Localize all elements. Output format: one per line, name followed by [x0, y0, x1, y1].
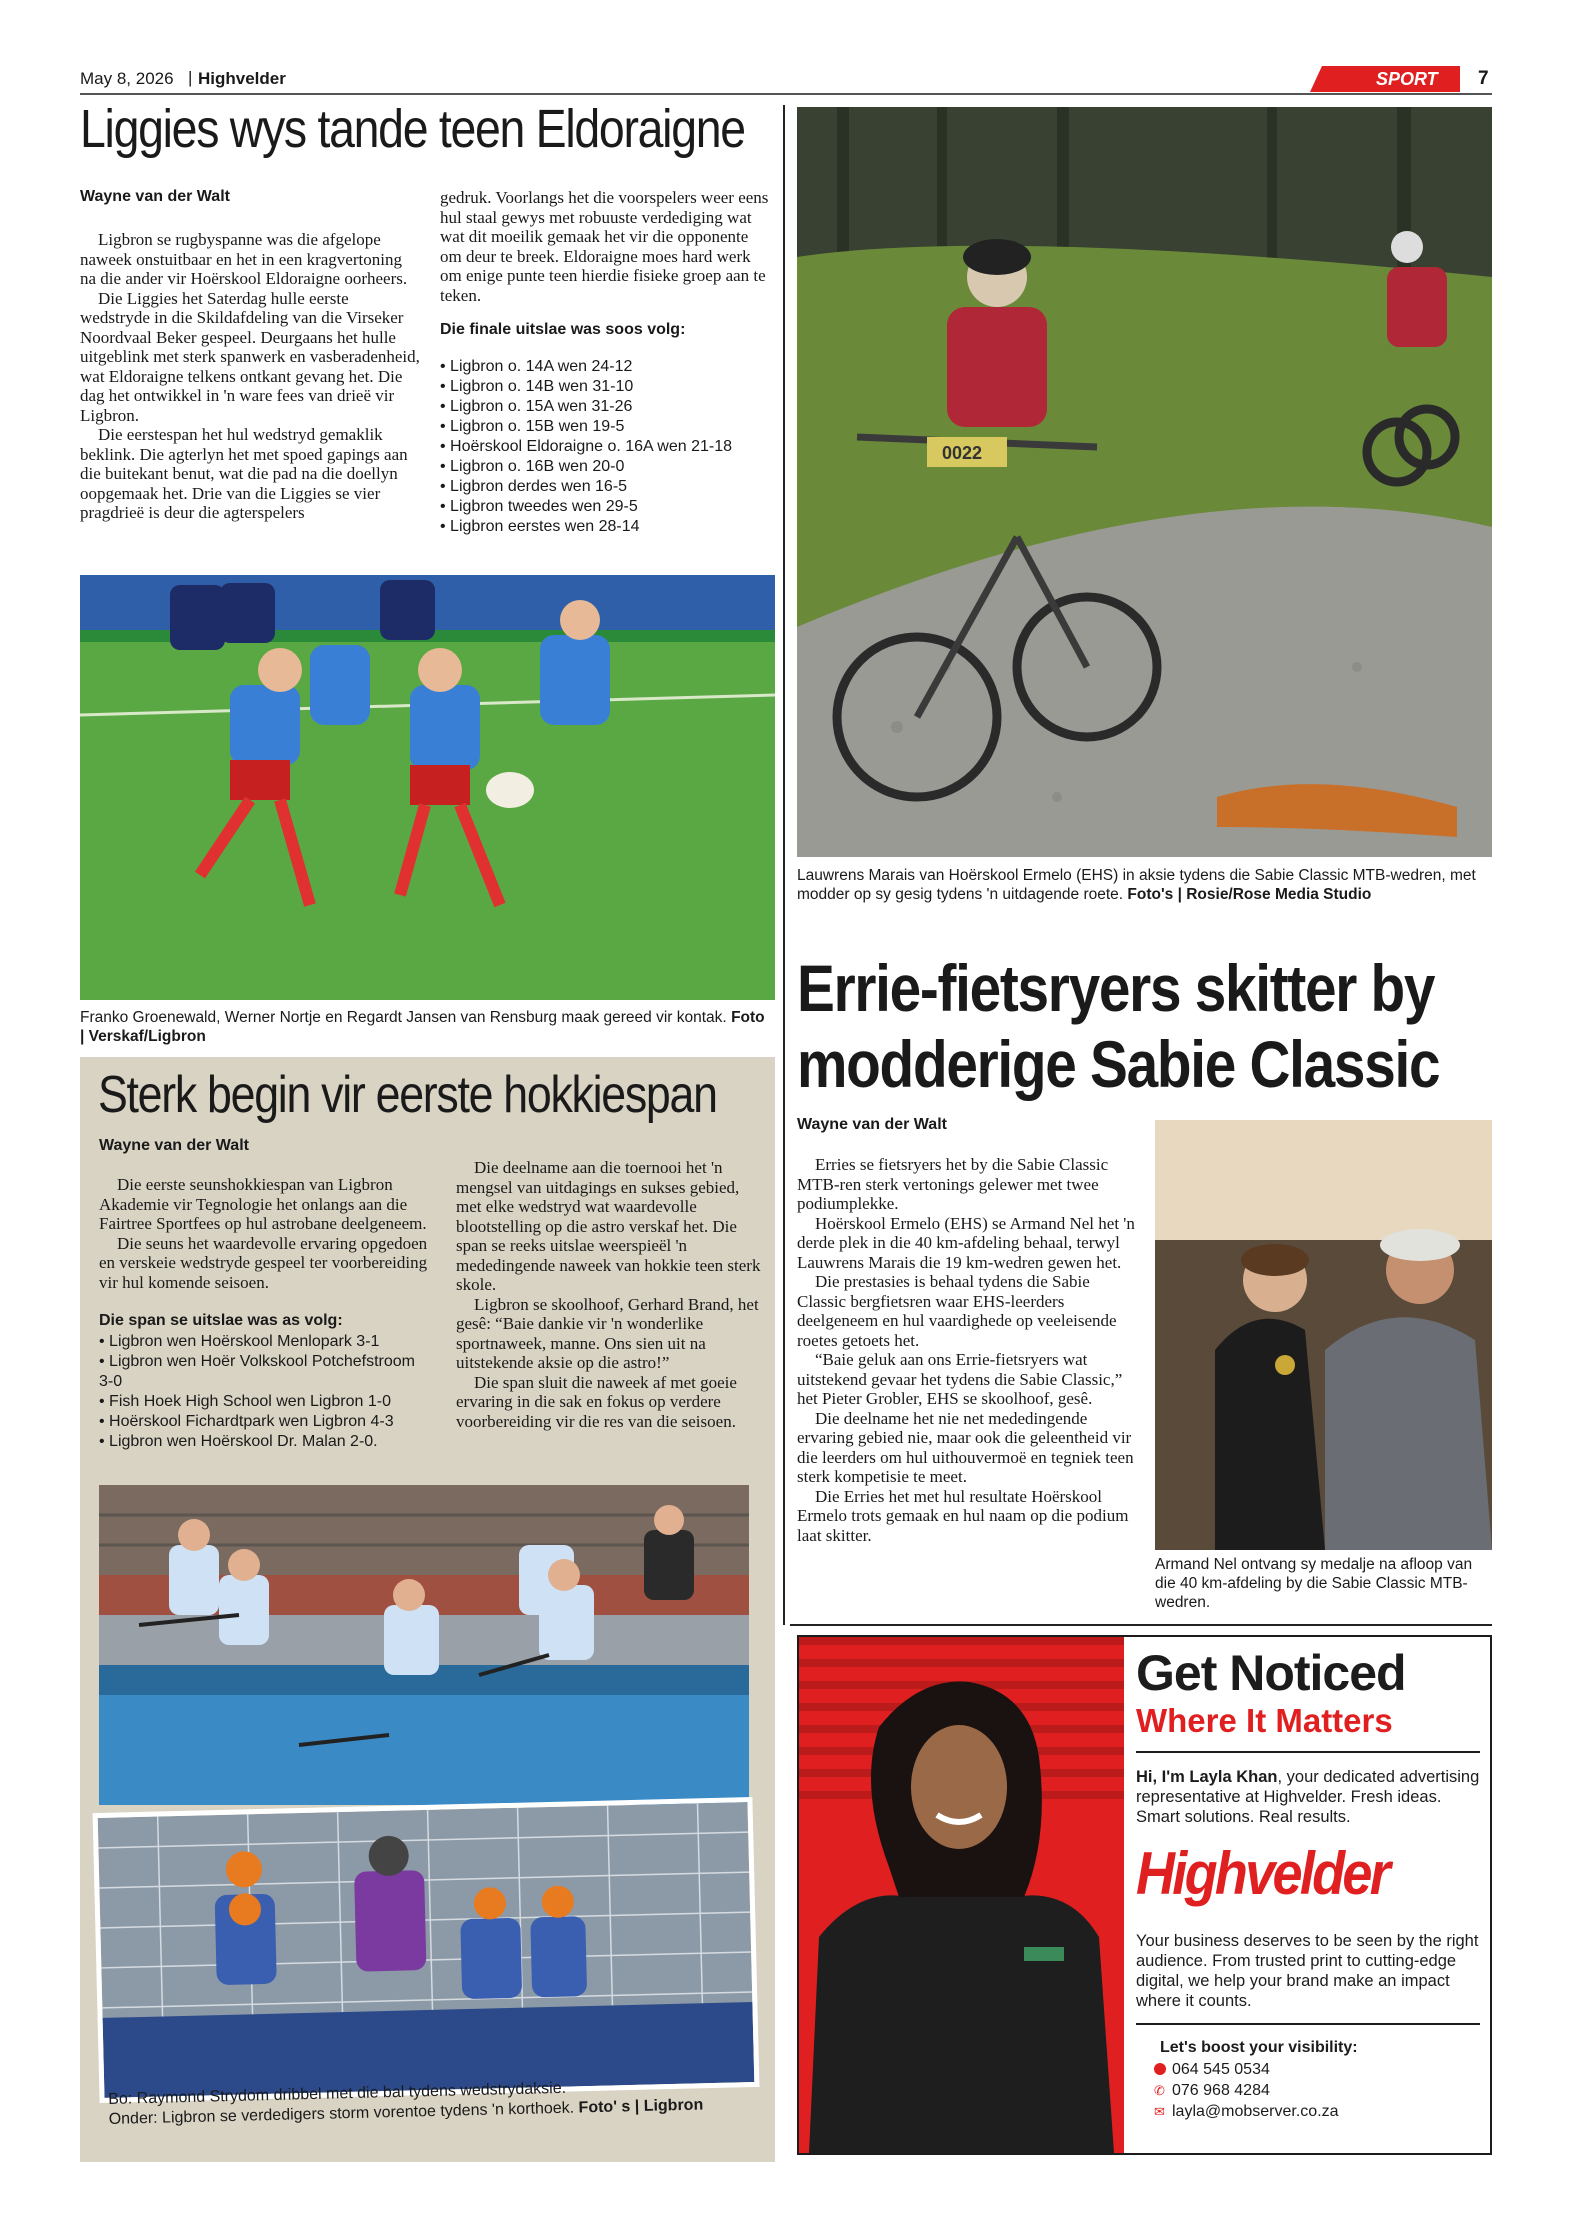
mtb-paragraph: Die deelname het nie net mededingende ervaring gebied nie, maar ook die geleentheid vir die leerders om hul uithouvermoë en tegniek teen sterk kompetisie te meet. — [797, 1408, 1134, 1486]
rugby-column-2 — [440, 188, 770, 537]
hockey-paragraph: Die deelname aan die toernooi het 'n mengsel van uitdagings en sukses gebied, met elke wedstryd wat waardevolle blootstelling op die astro verskaf het. Die span se reeks uitslae weerspieël 'n mededingende naweek van hokkie teen sterk skole. — [456, 1158, 761, 1294]
list-item: • Hoërskool Fichardtpark wen Ligbron 4-3 — [99, 1413, 394, 1430]
list-item: • Ligbron o. 14B wen 31-10 — [440, 378, 634, 395]
mtb-byline: Wayne van der Walt — [797, 1116, 947, 1133]
email-icon: ✉ — [1154, 2104, 1165, 2119]
section-label: SPORT — [1376, 69, 1438, 89]
medal-caption: Armand Nel ontvang sy medalje na afloop van die 40 km-afdeling by die Sabie Classic MTB-wedren. — [1155, 1556, 1473, 1611]
rugby-caption-text: Franko Groenewald, Werner Nortje en Regardt Jansen van Rensburg maak gereed vir kontak. — [80, 1009, 727, 1026]
list-item: • Ligbron eerstes wen 28-14 — [440, 518, 640, 535]
advert-body-rule — [1136, 2023, 1480, 2025]
hockey-photo-top — [99, 1485, 749, 1805]
list-item: • Ligbron tweedes wen 29-5 — [440, 498, 638, 515]
page-number: 7 — [1478, 68, 1489, 89]
advert-contact-whatsapp[interactable] — [1154, 2059, 1480, 2080]
hockey-paragraph: Die seuns het waardevolle ervaring opgedoen en verskeie wedstryde gespeel ter voorbereiding vir hul komende seisoen. — [99, 1233, 428, 1292]
list-item: • Ligbron o. 14A wen 24-12 — [440, 358, 633, 375]
rugby-results-title: Die finale uitslae was soos volg: — [440, 321, 686, 338]
rugby-caption — [80, 1008, 770, 1046]
email-address: layla@mobserver.co.za — [1172, 2103, 1339, 2120]
advert-text-panel — [1124, 1637, 1490, 2153]
list-item: • Ligbron o. 15A wen 31-26 — [440, 398, 633, 415]
mtb-paragraph: Die Erries het met hul resultate Hoërskool Ermelo trots gemaak en hul naam op die podium laat skitter. — [797, 1486, 1129, 1545]
masthead-rule — [80, 93, 1492, 95]
mtb-photo-caption — [797, 866, 1492, 904]
hockey-paragraph: Die span sluit die naweek af met goeie ervaring in die sak en fokus op verdere voorbereiding vir die res van die seisoen. — [456, 1372, 737, 1431]
rugby-column-1 — [80, 230, 420, 523]
mtb-photo — [797, 107, 1492, 857]
rugby-headline: Liggies wys tande teen Eldoraigne — [80, 99, 745, 159]
advert-intro-rest: , your dedicated advertising representative at Highvelder. Fresh ideas. Smart solutions. Real results. — [1136, 1768, 1480, 1826]
list-item: • Ligbron derdes wen 16-5 — [440, 478, 628, 495]
list-item: • Ligbron wen Hoërskool Menlopark 3-1 — [99, 1333, 380, 1350]
rugby-results-list — [440, 357, 770, 537]
advert — [797, 1635, 1492, 2155]
hockey-photo-bottom — [93, 1797, 760, 2103]
advert-body: Your business deserves to be seen by the right audience. From trusted print to cutting-edge digital, we help your brand make an impact where it counts. — [1136, 1932, 1479, 2010]
mtb-paragraph: Erries se fietsryers het by die Sabie Classic MTB-ren sterk vertonings gelewer met twee podiumplekke. — [797, 1155, 1109, 1213]
phone-icon: ✆ — [1154, 2083, 1165, 2098]
hockey-headline: Sterk begin vir eerste hokkiespan — [98, 1066, 717, 1124]
list-item: • Ligbron wen Hoër Volkskool Potchefstroom 3-0 — [99, 1353, 415, 1390]
masthead — [80, 66, 1492, 94]
list-item: • Hoërskool Eldoraigne o. 16A wen 21-18 — [440, 438, 733, 455]
mtb-body — [797, 1155, 1137, 1545]
whatsapp-icon — [1154, 2063, 1166, 2075]
mtb-caption-credit: Foto's | Rosie/Rose Media Studio — [1127, 886, 1372, 903]
masthead-date: May 8, 2026 — [80, 69, 174, 88]
advert-title-rule — [1136, 1751, 1480, 1753]
list-item: • Ligbron wen Hoërskool Dr. Malan 2-0. — [99, 1433, 378, 1450]
rugby-paragraph: Die Liggies het Saterdag hulle eerste wedstryde in die Skildafdeling van die Virseker Noordvaal Beker gespeel. Deurgaans het hulle uitgeblink met sterk spanwerk en vasberadenheid, wat Eldoraigne telkens ontkant gevang het. Die dag het ontwikkel in 'n ware fees van drieë vir Ligbron. — [80, 288, 420, 425]
mtb-paragraph: Die prestasies is behaal tydens die Sabie Classic bergfietsren waar EHS-leerders deelgeneem en hul vaardighede op veeleisende roetes getoets het. — [797, 1272, 1117, 1350]
hockey-caption-line2: Onder: Ligbron se verdedigers storm vorentoe tydens 'n korthoek. Foto' s | Ligbron — [108, 2096, 704, 2128]
list-item: • Ligbron o. 16B wen 20-0 — [440, 458, 625, 475]
hockey-paragraph: Ligbron se skoolhoof, Gerhard Brand, het gesê: “Baie dankie vir 'n wonderlike sportnaweek, manne. Ons sien uit na uitstekende aksie op die astro!” — [456, 1294, 759, 1372]
mtb-headline — [797, 950, 1485, 1102]
hockey-caption-line1: Bo: Raymond Strydom dribbel met die bal tydens wedstrydaksie. — [108, 2079, 567, 2108]
advert-contact-phone[interactable] — [1154, 2080, 1480, 2101]
mtb-paragraph: Hoërskool Ermelo (EHS) se Armand Nel het 'n derde plek in die 40 km-afdeling behaal, terwyl Lauwrens Marais die 19 km-wedren gewen het. — [797, 1213, 1135, 1272]
hockey-results-list — [99, 1332, 429, 1452]
whatsapp-number: 064 545 0534 — [1172, 2061, 1270, 2078]
list-item: • Ligbron o. 15B wen 19-5 — [440, 418, 625, 435]
rugby-paragraph: gedruk. Voorlangs het die voorspelers weer eens hul staal gewys met robuuste verdediging wat wat dit moeilik gemaak het vir die opponente om deur te breek. Eldoraigne moes hard werk om enige punte teen hierdie fisieke groep aan te teken. — [440, 188, 769, 305]
rugby-paragraph: Ligbron se rugbyspanne was die afgelope naweek onstuitbaar en het in een kragvertoning na die ander vir Hoërskool Eldoraigne oorheers. — [80, 230, 408, 288]
advert-title-line2: Where It Matters — [1136, 1702, 1393, 1739]
phone-number: 076 968 4284 — [1172, 2082, 1270, 2099]
list-item: • Fish Hoek High School wen Ligbron 1-0 — [99, 1393, 391, 1410]
advert-logo: Highvelder — [1136, 1840, 1389, 1907]
masthead-paper: Highvelder — [198, 69, 286, 88]
mtb-bottom-rule — [790, 1624, 1492, 1626]
rugby-caption-credit: Foto | Verskaf/Ligbron — [80, 1009, 765, 1045]
rugby-byline: Wayne van der Walt — [80, 188, 230, 205]
advert-cta: Let's boost your visibility: — [1160, 2039, 1358, 2056]
bib-number: 0022 — [942, 443, 983, 463]
hockey-results-title: Die span se uitslae was as volg: — [99, 1312, 343, 1329]
advert-title-line1: Get Noticed — [1136, 1645, 1406, 1701]
advert-photo-panel — [799, 1637, 1124, 2153]
advert-intro-name: Hi, I'm Layla Khan — [1136, 1768, 1278, 1786]
mtb-caption-text: Lauwrens Marais van Hoërskool Ermelo (EHS) in aksie tydens die Sabie Classic MTB-wedren, met modder op sy gesig tydens 'n uitdagende roete. — [797, 867, 1476, 903]
advert-intro — [1136, 1767, 1480, 1827]
masthead-separator: | — [188, 68, 193, 87]
column-divider — [783, 105, 785, 1625]
mtb-headline-text: Errie-fietsryers skitter by modderige Sabie Classic — [797, 951, 1440, 1101]
rugby-paragraph: Die eerstespan het hul wedstryd gemaklik beklink. Die agterlyn het met spoed gapings aan die buitekant benut, wat die pad na die doellyn oopgemaak het. Drie van die Liggies se vier pragdrieë is deur die agterspelers — [80, 425, 408, 522]
advert-contact-email[interactable] — [1154, 2101, 1480, 2122]
hockey-column-2 — [456, 1158, 761, 1431]
rugby-photo — [80, 575, 775, 1000]
hockey-paragraph: Die eerste seunshokkiespan van Ligbron Akademie vir Tegnologie het onlangs aan die Fairtree Sportfees op hul astrobane deelgeneem. — [99, 1175, 427, 1233]
mtb-paragraph: “Baie geluk aan ons Errie-fietsryers wat uitstekend gevaar het tydens die Sabie Classic,” het Pieter Grobler, EHS se skoolhoof, gesê. — [797, 1350, 1123, 1408]
medal-photo — [1155, 1120, 1492, 1550]
hockey-byline: Wayne van der Walt — [99, 1137, 249, 1154]
hockey-column-1 — [99, 1175, 429, 1452]
hockey-caption-credit: Foto' s | Ligbron — [578, 2096, 704, 2117]
